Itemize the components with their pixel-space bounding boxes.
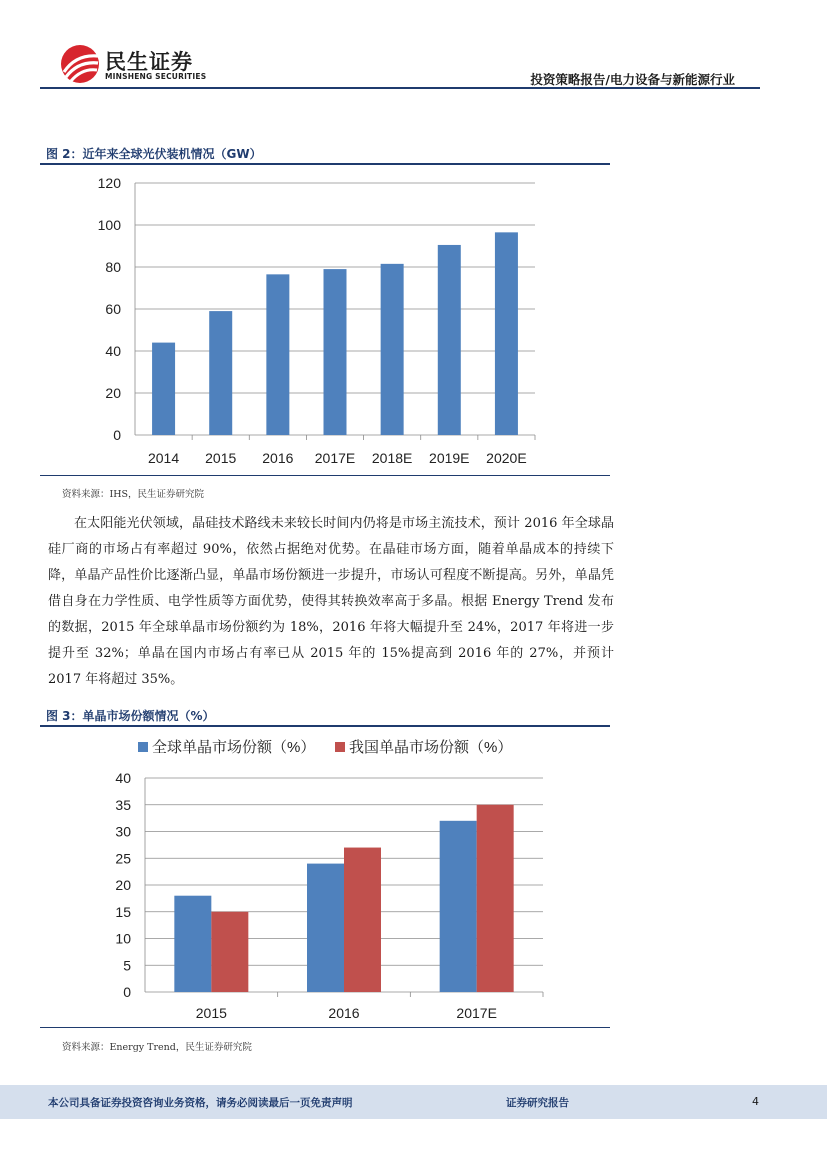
x-tick-label: 2018E bbox=[371, 450, 413, 466]
y-tick-label: 120 bbox=[97, 175, 121, 191]
bar-2017E-series-0 bbox=[440, 821, 477, 992]
legend-swatch-1 bbox=[335, 742, 345, 752]
y-tick-label: 15 bbox=[115, 903, 131, 920]
bar-2015 bbox=[209, 311, 232, 435]
bar-2016-series-0 bbox=[307, 864, 344, 992]
page-number: 4 bbox=[752, 1095, 759, 1108]
y-tick-label: 0 bbox=[113, 427, 121, 443]
legend-swatch-0 bbox=[138, 742, 148, 752]
bar-2016 bbox=[266, 274, 289, 435]
bar-2014 bbox=[152, 343, 175, 435]
figure2-bottom-rule bbox=[40, 475, 610, 476]
figure3-title: 图 3：单晶市场份额情况（%） bbox=[46, 709, 215, 723]
report-title: 投资策略报告/电力设备与新能源行业 bbox=[530, 72, 735, 87]
minsheng-logo-icon bbox=[58, 44, 102, 84]
y-tick-label: 80 bbox=[105, 259, 121, 275]
y-tick-label: 5 bbox=[123, 957, 131, 974]
x-tick-label: 2020E bbox=[486, 450, 527, 466]
logo-english-name: MINSHENG SECURITIES bbox=[105, 72, 207, 81]
bar-2017E-series-1 bbox=[477, 805, 514, 992]
figure3-source: 资料来源：Energy Trend，民生证券研究院 bbox=[62, 1042, 252, 1053]
y-tick-label: 20 bbox=[115, 877, 131, 893]
bar-2017E bbox=[324, 269, 347, 435]
x-tick-label: 2017E bbox=[314, 450, 356, 466]
y-tick-label: 35 bbox=[115, 796, 131, 813]
y-tick-label: 25 bbox=[115, 850, 131, 867]
bar-2015-series-0 bbox=[174, 896, 211, 992]
legend-label-1: 我国单晶市场份额（%） bbox=[349, 739, 513, 756]
y-tick-label: 0 bbox=[123, 984, 131, 1000]
y-tick-label: 40 bbox=[115, 770, 131, 786]
figure2-top-rule bbox=[40, 163, 610, 165]
footer-disclaimer: 本公司具备证券投资咨询业务资格，请务必阅读最后一页免责声明 bbox=[48, 1097, 353, 1109]
figure2-source: 资料来源：IHS，民生证券研究院 bbox=[62, 489, 205, 500]
figure3-bottom-rule bbox=[40, 1027, 610, 1028]
y-tick-label: 30 bbox=[115, 823, 131, 840]
x-tick-label: 2017E bbox=[456, 1005, 497, 1021]
y-tick-label: 10 bbox=[115, 930, 131, 947]
x-tick-label: 2016 bbox=[328, 1005, 360, 1021]
figure3-bar-chart bbox=[40, 730, 600, 1025]
logo-chinese-name: 民生证券 bbox=[105, 50, 193, 74]
x-tick-label: 2015 bbox=[205, 450, 237, 466]
page-header bbox=[0, 0, 827, 92]
x-tick-label: 2014 bbox=[147, 450, 180, 466]
body-paragraph: 在太阳能光伏领域，晶硅技术路线未来较长时间内仍将是市场主流技术，预计 2016 年全球晶硅厂商的市场占有率超过 90%，依然占据绝对优势。在晶硅市场方面，随着单晶成本的持续下降，单晶产品性价比逐渐凸显，单晶市场份额进一步提升，市场认可程度不断提高。另外，单晶凭借自身在力学性质、电学性质等方面优势，使得其转换效率高于多晶。根据 Energy Trend 发布的数据，2015 年全球单晶市场份额约为 18%，2016 年将大幅提升至 24%，2017 年将进一步提升至 32%；单晶在国内市场占有率已从 2015 年的 15%提高到 2016 年的 27%，并预计 2017 年将超过 35%。 bbox=[48, 516, 614, 687]
bar-2015-series-1 bbox=[211, 912, 248, 992]
y-tick-label: 40 bbox=[105, 343, 121, 359]
footer-report-type: 证券研究报告 bbox=[506, 1097, 569, 1109]
header-divider bbox=[40, 87, 760, 89]
y-tick-label: 60 bbox=[105, 301, 121, 317]
bar-2019E bbox=[438, 245, 461, 435]
x-tick-label: 2019E bbox=[429, 450, 470, 466]
figure2-title: 图 2：近年来全球光伏装机情况（GW） bbox=[46, 147, 262, 161]
x-tick-label: 2016 bbox=[262, 450, 294, 466]
bar-2018E bbox=[381, 264, 404, 435]
bar-2020E bbox=[495, 232, 518, 435]
figure2-bar-chart bbox=[40, 168, 600, 473]
page-footer bbox=[0, 1085, 827, 1119]
y-tick-label: 100 bbox=[97, 217, 121, 233]
x-tick-label: 2015 bbox=[195, 1005, 227, 1021]
legend-label-0: 全球单晶市场份额（%） bbox=[152, 739, 316, 756]
y-tick-label: 20 bbox=[105, 385, 121, 401]
figure3-top-rule bbox=[40, 725, 610, 727]
bar-2016-series-1 bbox=[344, 848, 381, 992]
